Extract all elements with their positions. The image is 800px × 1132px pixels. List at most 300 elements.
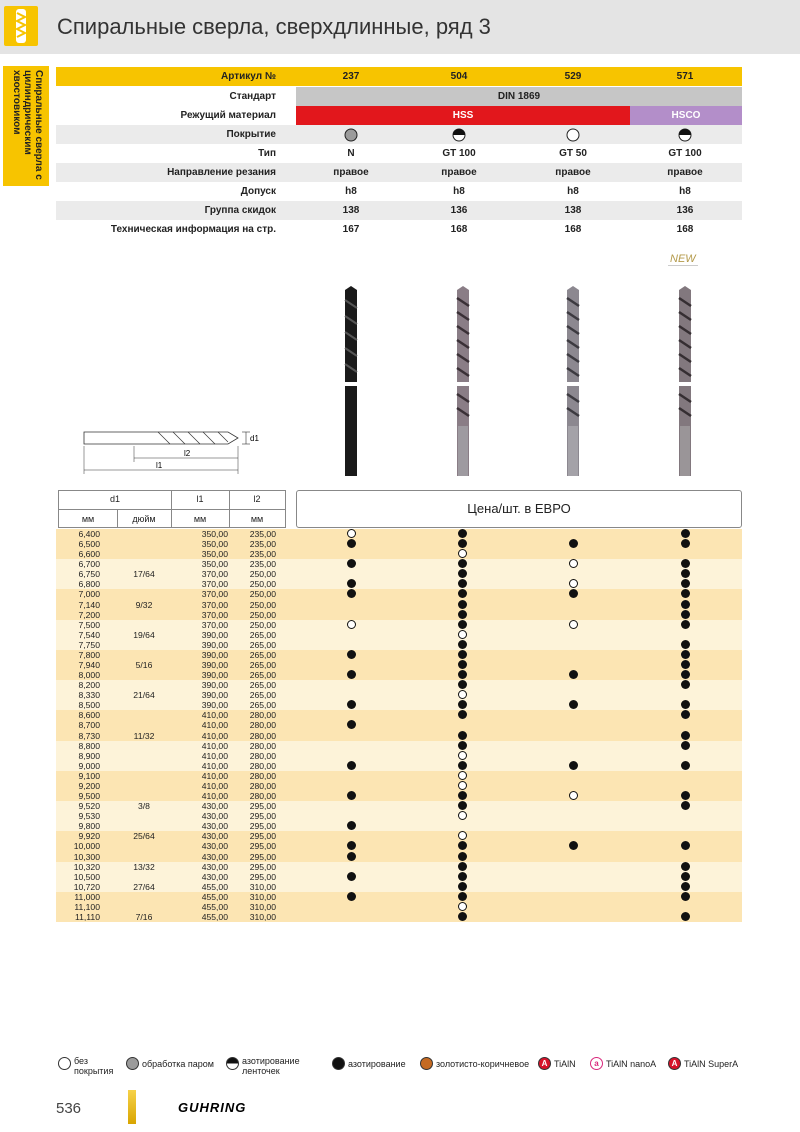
available-icon[interactable] bbox=[458, 741, 467, 750]
cell-l2: 235,00 bbox=[249, 539, 276, 550]
available-icon[interactable] bbox=[347, 589, 356, 598]
cell-d1: 7,750 bbox=[78, 639, 100, 650]
nitrided-land-icon bbox=[678, 128, 692, 142]
spec-row-article bbox=[56, 67, 742, 86]
tialn-nanoa-icon: a bbox=[590, 1057, 603, 1070]
cell-l1: 430,00 bbox=[201, 831, 228, 842]
cell-l2: 250,00 bbox=[249, 609, 276, 620]
cell-l1: 390,00 bbox=[201, 639, 228, 650]
cell-d1: 7,000 bbox=[78, 589, 100, 600]
nitrided-icon bbox=[332, 1057, 345, 1070]
page-number: 536 bbox=[56, 1100, 82, 1117]
on-request-icon[interactable] bbox=[458, 771, 467, 780]
table-row bbox=[56, 731, 742, 741]
available-icon[interactable] bbox=[347, 670, 356, 679]
page-link[interactable]: 168 bbox=[676, 224, 694, 235]
available-icon[interactable] bbox=[347, 720, 356, 729]
cell-l1: 455,00 bbox=[201, 881, 228, 892]
l2-label: l2 bbox=[184, 449, 191, 458]
table-row bbox=[56, 620, 742, 630]
cell-d1: 9,500 bbox=[78, 791, 100, 802]
available-icon[interactable] bbox=[681, 640, 690, 649]
available-icon[interactable] bbox=[681, 529, 690, 538]
cell-d1: 10,500 bbox=[73, 871, 100, 882]
available-icon[interactable] bbox=[347, 821, 356, 830]
available-icon[interactable] bbox=[681, 741, 690, 750]
cell-d1: 8,700 bbox=[78, 720, 100, 731]
available-icon[interactable] bbox=[458, 610, 467, 619]
cell-d1: 9,800 bbox=[78, 821, 100, 832]
direction-value: правое bbox=[333, 167, 369, 178]
available-icon[interactable] bbox=[681, 841, 690, 850]
cell-inch: 17/64 bbox=[133, 569, 155, 580]
cell-d1: 6,600 bbox=[78, 549, 100, 560]
on-request-icon[interactable] bbox=[458, 630, 467, 639]
dimension-diagram bbox=[78, 420, 268, 476]
spec-label: Допуск bbox=[240, 186, 276, 197]
table-row bbox=[56, 700, 742, 710]
d1-label: d1 bbox=[250, 434, 259, 443]
cell-d1: 6,750 bbox=[78, 569, 100, 580]
nitrided-land-icon bbox=[226, 1057, 239, 1070]
cell-l2: 265,00 bbox=[249, 629, 276, 640]
tolerance-value: h8 bbox=[679, 186, 691, 197]
brand-logo: GUHRING bbox=[178, 1100, 247, 1115]
table-row bbox=[56, 872, 742, 882]
cell-d1: 6,700 bbox=[78, 559, 100, 570]
available-icon[interactable] bbox=[458, 640, 467, 649]
legend-label: без покрытия bbox=[74, 1056, 114, 1076]
cell-l2: 265,00 bbox=[249, 670, 276, 681]
available-icon[interactable] bbox=[347, 841, 356, 850]
uncoated-icon bbox=[58, 1057, 71, 1070]
table-row bbox=[56, 912, 742, 922]
table-row bbox=[56, 549, 742, 559]
available-icon[interactable] bbox=[681, 670, 690, 679]
cell-l1: 390,00 bbox=[201, 680, 228, 691]
cell-inch: 3/8 bbox=[138, 801, 150, 812]
direction-value: правое bbox=[441, 167, 477, 178]
available-icon[interactable] bbox=[681, 680, 690, 689]
available-icon[interactable] bbox=[458, 529, 467, 538]
table-row bbox=[56, 710, 742, 720]
cell-l2: 265,00 bbox=[249, 660, 276, 671]
cell-l2: 280,00 bbox=[249, 770, 276, 781]
cell-l1: 370,00 bbox=[201, 599, 228, 610]
cell-l1: 410,00 bbox=[201, 740, 228, 751]
spec-label: Группа скидок bbox=[204, 205, 276, 216]
available-icon[interactable] bbox=[681, 579, 690, 588]
available-icon[interactable] bbox=[569, 670, 578, 679]
cell-l1: 430,00 bbox=[201, 861, 228, 872]
type-value: N bbox=[347, 148, 355, 159]
available-icon[interactable] bbox=[681, 791, 690, 800]
cell-d1: 8,900 bbox=[78, 750, 100, 761]
spec-row-type bbox=[56, 144, 742, 163]
on-request-icon[interactable] bbox=[458, 811, 467, 820]
available-icon[interactable] bbox=[347, 539, 356, 548]
cell-l2: 295,00 bbox=[249, 821, 276, 832]
on-request-icon[interactable] bbox=[458, 831, 467, 840]
table-row bbox=[56, 660, 742, 670]
cell-l2: 295,00 bbox=[249, 871, 276, 882]
discount-value: 138 bbox=[342, 205, 360, 216]
table-row bbox=[56, 892, 742, 902]
cell-l1: 370,00 bbox=[201, 569, 228, 580]
available-icon[interactable] bbox=[681, 892, 690, 901]
uncoated-icon bbox=[566, 128, 580, 142]
table-row bbox=[56, 569, 742, 579]
nitrided-land-icon bbox=[452, 128, 466, 142]
available-icon[interactable] bbox=[569, 841, 578, 850]
available-icon[interactable] bbox=[458, 600, 467, 609]
page-link[interactable]: 168 bbox=[450, 224, 468, 235]
discount-value: 136 bbox=[676, 205, 694, 216]
available-icon[interactable] bbox=[458, 650, 467, 659]
drill-black-image bbox=[340, 286, 362, 480]
cell-l1: 430,00 bbox=[201, 801, 228, 812]
available-icon[interactable] bbox=[347, 872, 356, 881]
available-icon[interactable] bbox=[681, 610, 690, 619]
cell-l1: 390,00 bbox=[201, 700, 228, 711]
cell-l1: 350,00 bbox=[201, 529, 228, 539]
cell-d1: 7,140 bbox=[78, 599, 100, 610]
table-row bbox=[56, 771, 742, 781]
cell-l2: 280,00 bbox=[249, 760, 276, 771]
new-badge: NEW bbox=[670, 253, 696, 265]
table-row bbox=[56, 801, 742, 811]
cell-l2: 280,00 bbox=[249, 750, 276, 761]
available-icon[interactable] bbox=[458, 700, 467, 709]
spec-row-direction bbox=[56, 163, 742, 182]
table-row bbox=[56, 781, 742, 791]
cell-l2: 235,00 bbox=[249, 549, 276, 560]
legend-label: золотисто-коричневое bbox=[436, 1059, 530, 1069]
available-icon[interactable] bbox=[347, 791, 356, 800]
available-icon[interactable] bbox=[681, 731, 690, 740]
cell-d1: 6,500 bbox=[78, 539, 100, 550]
drill-uncoated-image bbox=[562, 286, 584, 480]
available-icon[interactable] bbox=[458, 660, 467, 669]
table-row bbox=[56, 720, 742, 730]
cell-d1: 7,500 bbox=[78, 619, 100, 630]
cell-d1: 11,110 bbox=[74, 911, 100, 922]
spec-row-tolerance bbox=[56, 182, 742, 201]
available-icon[interactable] bbox=[681, 650, 690, 659]
material-hss: HSS bbox=[452, 110, 474, 121]
available-icon[interactable] bbox=[458, 892, 467, 901]
article-504: 504 bbox=[450, 71, 468, 82]
spec-row-material bbox=[56, 106, 742, 125]
standard-value: DIN 1869 bbox=[497, 91, 541, 102]
cell-l2: 295,00 bbox=[249, 861, 276, 872]
article-529: 529 bbox=[564, 71, 582, 82]
table-row bbox=[56, 862, 742, 872]
cell-l1: 410,00 bbox=[201, 770, 228, 781]
cell-d1: 8,500 bbox=[78, 700, 100, 711]
table-row bbox=[56, 761, 742, 771]
cell-l2: 310,00 bbox=[249, 911, 276, 922]
table-row bbox=[56, 791, 742, 801]
available-icon[interactable] bbox=[458, 791, 467, 800]
cell-l2: 235,00 bbox=[249, 529, 276, 539]
available-icon[interactable] bbox=[458, 801, 467, 810]
available-icon[interactable] bbox=[681, 801, 690, 810]
available-icon[interactable] bbox=[569, 589, 578, 598]
cell-l1: 410,00 bbox=[201, 750, 228, 761]
cell-l1: 455,00 bbox=[201, 891, 228, 902]
cell-l2: 280,00 bbox=[249, 710, 276, 721]
cell-l2: 250,00 bbox=[249, 619, 276, 630]
product-table bbox=[56, 529, 742, 922]
cell-l1: 430,00 bbox=[201, 841, 228, 852]
available-icon[interactable] bbox=[681, 710, 690, 719]
available-icon[interactable] bbox=[681, 872, 690, 881]
cell-l1: 350,00 bbox=[201, 549, 228, 560]
col-d1: d1 bbox=[109, 494, 120, 504]
cell-d1: 10,300 bbox=[73, 851, 100, 862]
on-request-icon[interactable] bbox=[458, 690, 467, 699]
available-icon[interactable] bbox=[458, 761, 467, 770]
cell-d1: 9,000 bbox=[78, 760, 100, 771]
cell-l1: 390,00 bbox=[201, 649, 228, 660]
table-row bbox=[56, 680, 742, 690]
available-icon[interactable] bbox=[347, 892, 356, 901]
type-value: GT 100 bbox=[442, 148, 476, 159]
price-header: Цена/шт. в ЕВРО bbox=[296, 490, 742, 528]
available-icon[interactable] bbox=[458, 620, 467, 629]
available-icon[interactable] bbox=[681, 700, 690, 709]
tialn-icon: A bbox=[538, 1057, 551, 1070]
on-request-icon[interactable] bbox=[458, 781, 467, 790]
available-icon[interactable] bbox=[458, 731, 467, 740]
on-request-icon[interactable] bbox=[569, 579, 578, 588]
cell-d1: 8,000 bbox=[78, 670, 100, 681]
cell-l1: 410,00 bbox=[201, 710, 228, 721]
page-link[interactable]: 167 bbox=[342, 224, 360, 235]
on-request-icon[interactable] bbox=[347, 620, 356, 629]
cell-l2: 250,00 bbox=[249, 589, 276, 600]
cell-l1: 430,00 bbox=[201, 821, 228, 832]
cell-inch: 7/16 bbox=[135, 911, 153, 922]
col-l2-unit: мм bbox=[250, 514, 264, 524]
gold-brown-icon bbox=[420, 1057, 433, 1070]
drill-hsco-image bbox=[674, 286, 696, 480]
tolerance-value: h8 bbox=[453, 186, 465, 197]
available-icon[interactable] bbox=[458, 710, 467, 719]
table-row bbox=[56, 579, 742, 589]
available-icon[interactable] bbox=[347, 700, 356, 709]
available-icon[interactable] bbox=[681, 620, 690, 629]
available-icon[interactable] bbox=[458, 862, 467, 871]
spec-label: Артикул № bbox=[221, 71, 276, 82]
available-icon[interactable] bbox=[458, 589, 467, 598]
table-row bbox=[56, 841, 742, 851]
cell-l1: 430,00 bbox=[201, 871, 228, 882]
available-icon[interactable] bbox=[681, 882, 690, 891]
on-request-icon[interactable] bbox=[458, 751, 467, 760]
table-row bbox=[56, 559, 742, 569]
page-header bbox=[0, 0, 800, 54]
available-icon[interactable] bbox=[458, 882, 467, 891]
cell-l2: 265,00 bbox=[249, 639, 276, 650]
on-request-icon[interactable] bbox=[569, 559, 578, 568]
type-value: GT 50 bbox=[559, 148, 587, 159]
cell-l2: 280,00 bbox=[249, 730, 276, 741]
available-icon[interactable] bbox=[569, 700, 578, 709]
col-inch: дюйм bbox=[132, 514, 156, 524]
cell-inch: 21/64 bbox=[133, 690, 155, 701]
available-icon[interactable] bbox=[347, 579, 356, 588]
on-request-icon[interactable] bbox=[458, 902, 467, 911]
table-row bbox=[56, 821, 742, 831]
on-request-icon[interactable] bbox=[569, 791, 578, 800]
available-icon[interactable] bbox=[681, 539, 690, 548]
on-request-icon[interactable] bbox=[458, 549, 467, 558]
article-571: 571 bbox=[676, 71, 694, 82]
cell-l2: 265,00 bbox=[249, 700, 276, 711]
table-row bbox=[56, 902, 742, 912]
legend-label: TiAlN SuperA bbox=[684, 1059, 739, 1069]
cell-l1: 350,00 bbox=[201, 539, 228, 550]
available-icon[interactable] bbox=[681, 912, 690, 921]
cell-l2: 280,00 bbox=[249, 720, 276, 731]
cell-l1: 430,00 bbox=[201, 851, 228, 862]
spec-row-discount bbox=[56, 201, 742, 220]
footer-bar bbox=[128, 1090, 136, 1124]
table-row bbox=[56, 589, 742, 599]
category-tab bbox=[3, 66, 49, 186]
cell-d1: 10,720 bbox=[73, 881, 100, 892]
cell-inch: 11/32 bbox=[133, 730, 155, 741]
available-icon[interactable] bbox=[458, 841, 467, 850]
available-icon[interactable] bbox=[681, 761, 690, 770]
cell-d1: 9,100 bbox=[78, 770, 100, 781]
available-icon[interactable] bbox=[681, 862, 690, 871]
available-icon[interactable] bbox=[681, 660, 690, 669]
on-request-icon[interactable] bbox=[347, 529, 356, 538]
legend-label: азотирование ленточек bbox=[242, 1056, 300, 1076]
cell-l1: 350,00 bbox=[201, 559, 228, 570]
cell-l2: 295,00 bbox=[249, 851, 276, 862]
tialn-supera-icon: A bbox=[668, 1057, 681, 1070]
table-row bbox=[56, 539, 742, 549]
cell-l1: 430,00 bbox=[201, 811, 228, 822]
page-link[interactable]: 168 bbox=[564, 224, 582, 235]
available-icon[interactable] bbox=[347, 852, 356, 861]
table-row bbox=[56, 529, 742, 539]
cell-d1: 9,530 bbox=[78, 811, 100, 822]
available-icon[interactable] bbox=[458, 852, 467, 861]
spec-label: Режущий материал bbox=[180, 110, 276, 121]
cell-l2: 295,00 bbox=[249, 801, 276, 812]
steam-icon bbox=[126, 1057, 139, 1070]
cell-d1: 7,540 bbox=[78, 629, 100, 640]
col-mm: мм bbox=[81, 514, 95, 524]
cell-l2: 250,00 bbox=[249, 569, 276, 580]
l1-label: l1 bbox=[156, 461, 163, 470]
available-icon[interactable] bbox=[681, 589, 690, 598]
cell-l1: 410,00 bbox=[201, 720, 228, 731]
available-icon[interactable] bbox=[458, 539, 467, 548]
direction-value: правое bbox=[555, 167, 591, 178]
cell-l1: 455,00 bbox=[201, 911, 228, 922]
cell-l2: 295,00 bbox=[249, 811, 276, 822]
legend-label: TiAlN bbox=[554, 1059, 576, 1069]
available-icon[interactable] bbox=[458, 872, 467, 881]
spec-row-standard bbox=[56, 87, 742, 106]
cell-l1: 410,00 bbox=[201, 760, 228, 771]
page-title: Спиральные сверла, сверхдлинные, ряд 3 bbox=[57, 14, 491, 39]
available-icon[interactable] bbox=[458, 569, 467, 578]
cell-l1: 370,00 bbox=[201, 619, 228, 630]
available-icon[interactable] bbox=[458, 670, 467, 679]
cell-l2: 235,00 bbox=[249, 559, 276, 570]
spec-label: Направление резания bbox=[167, 167, 276, 178]
cell-l2: 250,00 bbox=[249, 579, 276, 590]
legend bbox=[56, 1055, 746, 1079]
available-icon[interactable] bbox=[347, 761, 356, 770]
table-row bbox=[56, 600, 742, 610]
cell-d1: 10,000 bbox=[73, 841, 100, 852]
table-row bbox=[56, 751, 742, 761]
cell-d1: 7,800 bbox=[78, 649, 100, 660]
cell-l2: 265,00 bbox=[249, 649, 276, 660]
cell-l1: 390,00 bbox=[201, 660, 228, 671]
tolerance-value: h8 bbox=[345, 186, 357, 197]
on-request-icon[interactable] bbox=[569, 620, 578, 629]
cell-d1: 8,800 bbox=[78, 740, 100, 751]
available-icon[interactable] bbox=[458, 559, 467, 568]
cell-l2: 250,00 bbox=[249, 599, 276, 610]
cell-d1: 8,600 bbox=[78, 710, 100, 721]
available-icon[interactable] bbox=[569, 539, 578, 548]
available-icon[interactable] bbox=[347, 650, 356, 659]
legend-label: азотирование bbox=[348, 1059, 406, 1069]
cell-l2: 310,00 bbox=[249, 901, 276, 912]
available-icon[interactable] bbox=[569, 761, 578, 770]
table-row bbox=[56, 670, 742, 680]
cell-d1: 6,800 bbox=[78, 579, 100, 590]
spec-label: Тип bbox=[258, 148, 276, 159]
cell-l1: 390,00 bbox=[201, 690, 228, 701]
col-l1: l1 bbox=[196, 494, 204, 504]
spec-label: Техническая информация на стр. bbox=[110, 224, 276, 235]
cell-inch: 19/64 bbox=[133, 629, 155, 640]
available-icon[interactable] bbox=[458, 912, 467, 921]
cell-l1: 370,00 bbox=[201, 579, 228, 590]
table-row bbox=[56, 852, 742, 862]
spec-row-coating bbox=[56, 125, 742, 144]
cell-d1: 8,200 bbox=[78, 680, 100, 691]
available-icon[interactable] bbox=[347, 559, 356, 568]
article-237: 237 bbox=[342, 71, 360, 82]
col-l1-unit: мм bbox=[193, 514, 207, 524]
cell-d1: 10,320 bbox=[73, 861, 100, 872]
cell-l2: 295,00 bbox=[249, 841, 276, 852]
cell-l2: 280,00 bbox=[249, 780, 276, 791]
table-row bbox=[56, 630, 742, 640]
available-icon[interactable] bbox=[681, 600, 690, 609]
available-icon[interactable] bbox=[458, 579, 467, 588]
available-icon[interactable] bbox=[458, 680, 467, 689]
tolerance-value: h8 bbox=[567, 186, 579, 197]
available-icon[interactable] bbox=[681, 569, 690, 578]
cell-l1: 410,00 bbox=[201, 791, 228, 802]
cell-l1: 390,00 bbox=[201, 670, 228, 681]
available-icon[interactable] bbox=[681, 559, 690, 568]
cell-l2: 265,00 bbox=[249, 690, 276, 701]
